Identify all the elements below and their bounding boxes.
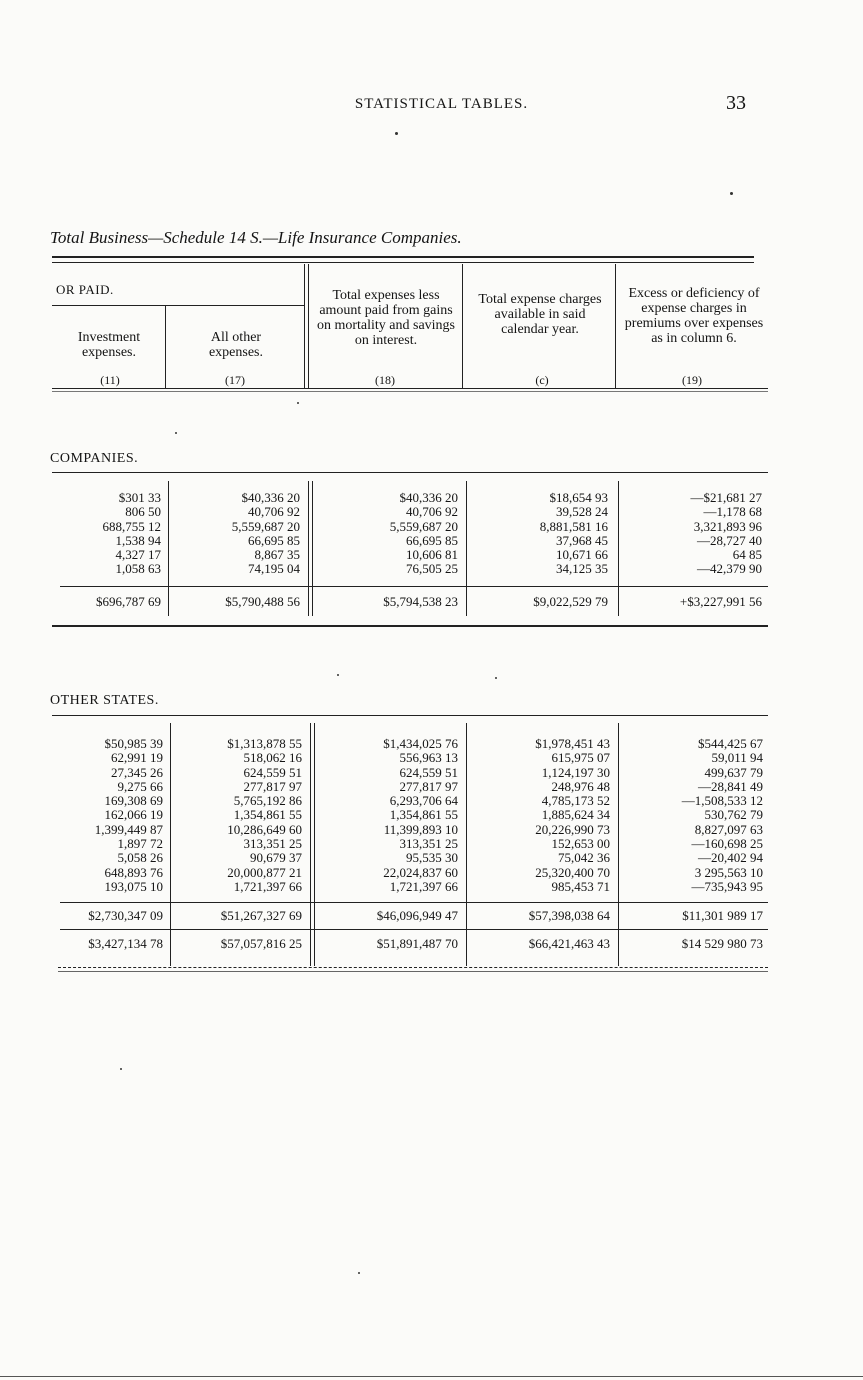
table-cell: 27,345 26 bbox=[111, 764, 163, 780]
table-cell: —20,402 94 bbox=[698, 850, 763, 866]
table-cell: 313,351 25 bbox=[399, 836, 458, 852]
column-divider bbox=[618, 481, 619, 616]
table-bottom-rule bbox=[58, 967, 768, 968]
table-cell: 20,000,877 21 bbox=[227, 864, 302, 880]
grand-total-rule bbox=[60, 929, 768, 930]
table-cell: —28,841 49 bbox=[698, 778, 763, 794]
grand-total-cell: $57,057,816 25 bbox=[220, 936, 302, 951]
table-cell: 248,976 48 bbox=[551, 778, 610, 794]
table-cell: 11,399,893 10 bbox=[383, 821, 458, 837]
grand-total-cell: $3,427,134 78 bbox=[88, 936, 163, 951]
table-cell: 4,327 17 bbox=[115, 547, 161, 563]
grand-total-cell: $51,891,487 70 bbox=[376, 936, 458, 951]
column-divider bbox=[308, 481, 309, 616]
table-cell: 169,308 69 bbox=[104, 793, 163, 809]
table-cell: 806 50 bbox=[125, 504, 161, 520]
total-cell: $46,096,949 47 bbox=[376, 908, 458, 923]
table-cell: 530,762 79 bbox=[704, 807, 763, 823]
data-column-expense-charges bbox=[540, 491, 608, 577]
table-cell: 277,817 97 bbox=[243, 778, 302, 794]
table-cell: 5,559,687 20 bbox=[231, 518, 300, 534]
table-cell: 8,881,581 16 bbox=[539, 518, 608, 534]
table-cell: $1,978,451 43 bbox=[535, 736, 610, 751]
table-cell: —1,178 68 bbox=[703, 504, 762, 520]
total-cell: $11,301 989 17 bbox=[682, 908, 763, 923]
table-cell: 1,897 72 bbox=[117, 836, 163, 852]
table-cell: 74,195 04 bbox=[248, 561, 300, 577]
column-number: (c) bbox=[535, 373, 549, 387]
header-top-rule-1 bbox=[52, 256, 754, 258]
data-column-total-expenses bbox=[383, 737, 458, 894]
table-cell: 556,963 13 bbox=[399, 750, 458, 766]
grand-total-cell: $66,421,463 43 bbox=[528, 936, 610, 951]
table-cell: 1,399,449 87 bbox=[94, 821, 163, 837]
total-cell: +$3,227,991 56 bbox=[679, 594, 762, 609]
table-cell: 162,066 19 bbox=[104, 807, 163, 823]
column-header-excess: Excess or deficiency of expense charges in premiums over expenses as in column 6. bbox=[624, 286, 764, 346]
header-bottom-rule bbox=[52, 388, 768, 389]
table-cell: 152,653 00 bbox=[551, 836, 610, 852]
table-cell: $50,985 39 bbox=[104, 736, 163, 751]
section-top-rule bbox=[52, 715, 768, 716]
column-divider bbox=[168, 481, 169, 616]
print-speck bbox=[297, 402, 299, 404]
data-column-other-expenses bbox=[232, 491, 300, 577]
print-speck bbox=[395, 132, 398, 135]
total-cell: $5,794,538 23 bbox=[383, 594, 458, 609]
table-cell: 20,226,990 73 bbox=[535, 821, 610, 837]
total-cell: $696,787 69 bbox=[96, 594, 161, 609]
table-cell: $40,336 20 bbox=[241, 490, 300, 505]
data-column-investment bbox=[103, 491, 162, 577]
column-header-expense-charges: Total expense charges available in said calendar year. bbox=[478, 292, 602, 337]
header-divider bbox=[615, 264, 616, 388]
table-cell: 313,351 25 bbox=[243, 836, 302, 852]
total-cell: $5,790,488 56 bbox=[225, 594, 300, 609]
total-cell: $9,022,529 79 bbox=[533, 594, 608, 609]
table-cell: $544,425 67 bbox=[698, 736, 763, 751]
table-cell: 22,024,837 60 bbox=[383, 864, 458, 880]
column-divider bbox=[312, 481, 313, 616]
column-number: (18) bbox=[375, 373, 395, 387]
table-cell: 66,695 85 bbox=[248, 532, 300, 548]
header-top-rule-2 bbox=[52, 262, 754, 263]
page-number: 33 bbox=[726, 92, 746, 114]
table-cell: —735,943 95 bbox=[691, 878, 763, 894]
data-column-total-expenses bbox=[390, 491, 458, 577]
scan-edge-line bbox=[0, 1376, 863, 1377]
running-head: STATISTICAL TABLES. bbox=[354, 96, 529, 112]
column-header-total-expenses: Total expenses less amount paid from gains on mortality and savings on interest. bbox=[316, 288, 456, 348]
table-cell: 1,354,861 55 bbox=[389, 807, 458, 823]
table-cell: 277,817 97 bbox=[399, 778, 458, 794]
table-cell: 40,706 92 bbox=[248, 504, 300, 520]
table-cell: 10,671 66 bbox=[556, 547, 608, 563]
table-cell: 1,354,861 55 bbox=[233, 807, 302, 823]
table-cell: 62,991 19 bbox=[111, 750, 163, 766]
header-divider bbox=[308, 264, 309, 388]
table-cell: 518,062 16 bbox=[243, 750, 302, 766]
data-column-excess bbox=[682, 737, 763, 894]
table-cell: 3 295,563 10 bbox=[694, 864, 763, 880]
section-title: COMPANIES. bbox=[50, 451, 139, 466]
table-cell: 37,968 45 bbox=[556, 532, 608, 548]
table-cell: 193,075 10 bbox=[104, 878, 163, 894]
table-cell: 10,606 81 bbox=[406, 547, 458, 563]
table-cell: 1,538 94 bbox=[115, 532, 161, 548]
header-bottom-rule-2 bbox=[52, 391, 768, 392]
print-speck bbox=[495, 677, 497, 679]
table-cell: 64 85 bbox=[732, 547, 762, 563]
print-speck bbox=[175, 432, 177, 434]
table-cell: 3,321,893 96 bbox=[693, 518, 762, 534]
header-divider bbox=[304, 264, 305, 388]
section-title: OTHER STATES. bbox=[50, 693, 159, 708]
print-speck bbox=[337, 674, 339, 676]
table-cell: 648,893 76 bbox=[104, 864, 163, 880]
table-cell: 95,535 30 bbox=[406, 850, 458, 866]
table-cell: 5,765,192 86 bbox=[233, 793, 302, 809]
table-cell: —160,698 25 bbox=[691, 836, 763, 852]
table-cell: 1,721,397 66 bbox=[389, 878, 458, 894]
table-cell: —$21,681 27 bbox=[690, 490, 762, 505]
table-cell: 76,505 25 bbox=[406, 561, 458, 577]
table-cell: 34,125 35 bbox=[556, 561, 608, 577]
data-column-excess bbox=[691, 491, 763, 577]
data-column-expense-charges bbox=[535, 737, 610, 894]
table-cell: 66,695 85 bbox=[406, 532, 458, 548]
table-cell: 615,975 07 bbox=[551, 750, 610, 766]
table-cell: 39,528 24 bbox=[556, 504, 608, 520]
schedule-title: Total Business—Schedule 14 S.—Life Insurance Companies. bbox=[50, 228, 462, 247]
table-cell: 10,286,649 60 bbox=[227, 821, 302, 837]
table-cell: 1,058 63 bbox=[115, 561, 161, 577]
section-top-rule bbox=[52, 472, 768, 473]
header-divider bbox=[165, 306, 166, 388]
table-cell: 5,058 26 bbox=[117, 850, 163, 866]
table-cell: 8,867 35 bbox=[254, 547, 300, 563]
table-cell: 688,755 12 bbox=[102, 518, 161, 534]
table-cell: 90,679 37 bbox=[250, 850, 302, 866]
group-label: OR PAID. bbox=[56, 282, 114, 297]
table-cell: 40,706 92 bbox=[406, 504, 458, 520]
table-cell: 624,559 51 bbox=[243, 764, 302, 780]
table-cell: $1,434,025 76 bbox=[383, 736, 458, 751]
column-divider bbox=[466, 481, 467, 616]
data-column-investment bbox=[95, 737, 163, 894]
table-cell: $301 33 bbox=[118, 490, 161, 505]
table-bottom-rule-2 bbox=[58, 971, 768, 972]
table-cell: 75,042 36 bbox=[558, 850, 610, 866]
group-underline bbox=[52, 305, 304, 306]
data-column-other-expenses bbox=[227, 737, 302, 894]
table-cell: 8,827,097 63 bbox=[694, 821, 763, 837]
subtotal-rule bbox=[60, 586, 768, 587]
table-cell: 59,011 94 bbox=[711, 750, 763, 766]
table-cell: 25,320,400 70 bbox=[535, 864, 610, 880]
column-number: (11) bbox=[100, 373, 120, 387]
subtotal-rule bbox=[60, 902, 768, 903]
print-speck bbox=[358, 1272, 360, 1274]
table-cell: —28,727 40 bbox=[697, 532, 762, 548]
table-cell: —42,379 90 bbox=[697, 561, 762, 577]
table-cell: $40,336 20 bbox=[399, 490, 458, 505]
table-cell: 6,293,706 64 bbox=[389, 793, 458, 809]
table-cell: $1,313,878 55 bbox=[227, 736, 302, 751]
table-cell: 5,559,687 20 bbox=[389, 518, 458, 534]
table-cell: 499,637 79 bbox=[704, 764, 763, 780]
column-number: (19) bbox=[682, 373, 702, 387]
table-cell: 985,453 71 bbox=[551, 878, 610, 894]
print-speck bbox=[730, 192, 733, 195]
section-bottom-rule bbox=[52, 625, 768, 627]
table-cell: 1,124,197 30 bbox=[541, 764, 610, 780]
total-cell: $2,730,347 09 bbox=[88, 908, 163, 923]
print-speck bbox=[120, 1068, 122, 1070]
grand-total-cell: $14 529 980 73 bbox=[681, 936, 763, 951]
table-cell: 9,275 66 bbox=[117, 778, 163, 794]
table-cell: 624,559 51 bbox=[399, 764, 458, 780]
total-cell: $51,267,327 69 bbox=[220, 908, 302, 923]
table-cell: 1,721,397 66 bbox=[233, 878, 302, 894]
table-cell: 4,785,173 52 bbox=[541, 793, 610, 809]
header-divider bbox=[462, 264, 463, 388]
table-cell: —1,508,533 12 bbox=[681, 793, 763, 809]
table-cell: 1,885,624 34 bbox=[541, 807, 610, 823]
column-header-investment: Investment expenses. bbox=[77, 330, 141, 360]
total-cell: $57,398,038 64 bbox=[528, 908, 610, 923]
table-cell: $18,654 93 bbox=[549, 490, 608, 505]
column-number: (17) bbox=[225, 373, 245, 387]
column-header-other-expenses: All other expenses. bbox=[208, 330, 264, 360]
